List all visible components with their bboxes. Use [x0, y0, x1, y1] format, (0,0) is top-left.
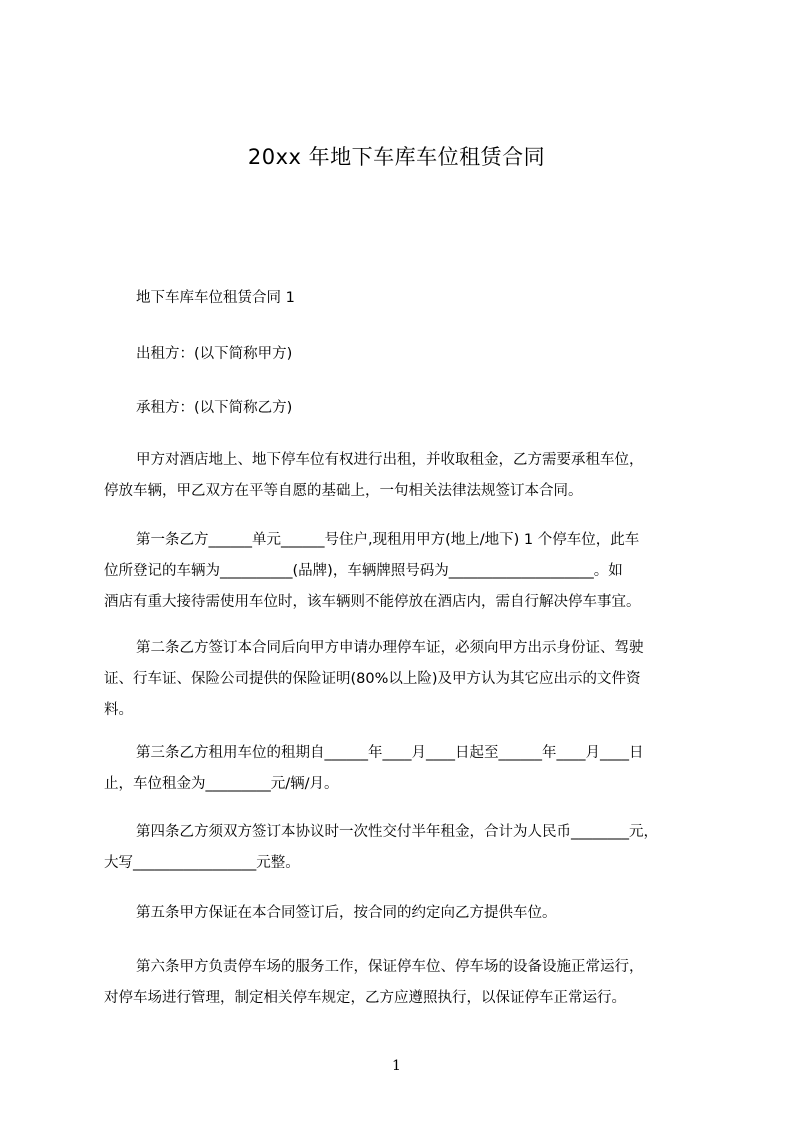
paragraph-preamble	[104, 445, 704, 507]
page-number: 1	[392, 1058, 401, 1074]
paragraph-line: 第三条乙方租用车位的租期自______年____月____日起至______年____月____日	[136, 745, 644, 761]
paragraph-article-2	[104, 633, 704, 726]
paragraph-line: 料。	[104, 702, 133, 718]
paragraph-lessor	[104, 339, 704, 370]
paragraph-line: 证、行车证、保险公司提供的保险证明(80%以上险)及甲方认为其它应出示的文件资	[104, 671, 641, 687]
paragraph-line: 第二条乙方签订本合同后向甲方申请办理停车证，必须向甲方出示身份证、驾驶	[136, 640, 644, 656]
paragraph-article-5	[104, 898, 704, 929]
paragraph-line: 出租方：(以下简称甲方)	[136, 346, 293, 362]
paragraph-article-1	[104, 525, 704, 618]
paragraph-article-6	[104, 952, 704, 1014]
paragraph-line: 酒店有重大接待需使用车位时，该车辆则不能停放在酒店内，需自行解决停车事宜。	[104, 594, 641, 610]
paragraph-line: 第五条甲方保证在本合同签订后，按合同的约定向乙方提供车位。	[136, 905, 557, 921]
paragraph-line: 位所登记的车辆为__________(品牌)，车辆牌照号码为____________________。如	[104, 563, 623, 579]
paragraph-line: 第六条甲方负责停车场的服务工作，保证停车位、停车场的设备设施正常运行，	[136, 959, 644, 975]
paragraph-article-3	[104, 738, 704, 800]
paragraph-line: 承租方：(以下简称乙方)	[136, 400, 293, 416]
paragraph-line: 第四条乙方须双方签订本协议时一次性交付半年租金，合计为人民币________元，	[136, 824, 658, 840]
paragraph-line: 第一条乙方______单元______号住户,现租用甲方(地上/地下) 1 个停车位，此车	[136, 532, 640, 548]
paragraph-line: 止，车位租金为_________元/辆/月。	[104, 776, 339, 792]
paragraph-contract-heading	[104, 283, 704, 314]
paragraph-line: 甲方对酒店地上、地下停车位有权进行出租，并收取租金，乙方需要承租车位，	[136, 452, 644, 468]
paragraph-line: 停放车辆，甲乙双方在平等自愿的基础上，一句相关法律法规签订本合同。	[104, 483, 583, 499]
paragraph-lessee	[104, 393, 704, 424]
paragraph-line: 地下车库车位租赁合同 1	[136, 290, 295, 306]
paragraph-article-4	[104, 817, 704, 879]
paragraph-line: 大写_________________元整。	[104, 855, 300, 871]
paragraph-line: 对停车场进行管理，制定相关停车规定，乙方应遵照执行，以保证停车正常运行。	[104, 990, 626, 1006]
document-title: 20xx 年地下车库车位租赁合同	[247, 145, 546, 169]
